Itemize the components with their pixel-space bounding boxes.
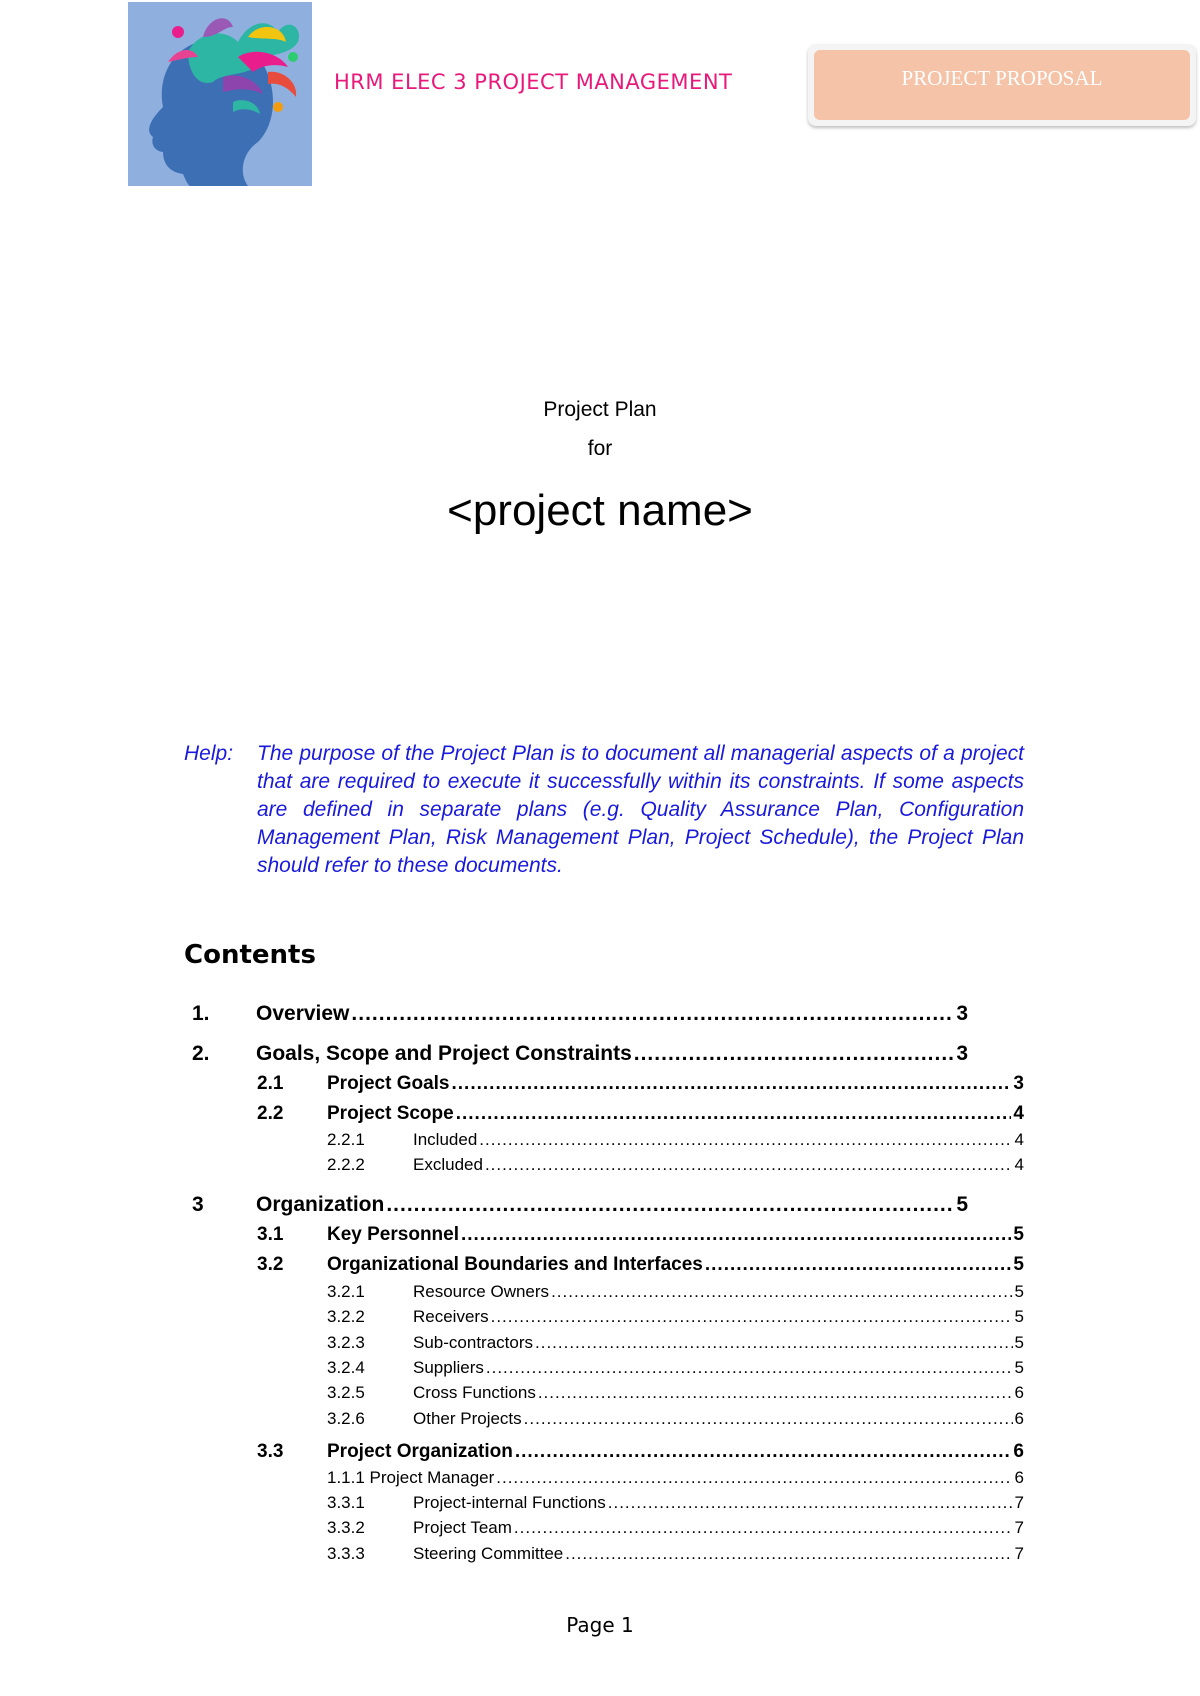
toc-entry[interactable] xyxy=(327,1358,1024,1378)
toc-entry-number: 3.2.6 xyxy=(327,1409,365,1428)
toc-entry-page: 5 xyxy=(1013,1254,1024,1275)
toc-entry[interactable] xyxy=(192,1042,968,1066)
project-name-title: <project name> xyxy=(447,486,753,535)
badge-label: PROJECT PROPOSAL xyxy=(901,66,1103,90)
toc-entry[interactable] xyxy=(257,1224,1024,1246)
logo-image xyxy=(128,2,312,186)
toc-dot-leader xyxy=(565,1544,1012,1564)
toc-dot-leader xyxy=(491,1307,1013,1327)
toc-entry[interactable] xyxy=(257,1073,1024,1095)
toc-entry[interactable] xyxy=(327,1155,1024,1175)
toc-entry-title: Suppliers xyxy=(413,1358,484,1377)
toc-dot-leader xyxy=(538,1383,1013,1403)
toc-dot-leader xyxy=(452,1073,1012,1095)
toc-dot-leader xyxy=(705,1254,1012,1276)
toc-entry-number: 3.1 xyxy=(257,1224,284,1245)
toc-entry-number: 3.2.3 xyxy=(327,1333,365,1352)
toc-entry-number: 3.2.2 xyxy=(327,1307,365,1326)
toc-entry-title: 1.1.1 Project Manager xyxy=(327,1468,495,1487)
toc-entry[interactable] xyxy=(327,1333,1024,1353)
toc-entry-number: 3 xyxy=(192,1193,204,1216)
toc-dot-leader xyxy=(479,1130,1012,1150)
toc-entry-title: Excluded xyxy=(413,1155,483,1174)
toc-entry[interactable] xyxy=(327,1493,1024,1513)
page-number: Page 1 xyxy=(566,1613,634,1637)
project-proposal-badge xyxy=(808,44,1196,126)
toc-entry-number: 3.2 xyxy=(257,1254,284,1275)
toc-entry[interactable] xyxy=(327,1130,1024,1150)
toc-entry-number: 3.2.5 xyxy=(327,1383,365,1402)
toc-entry-page: 5 xyxy=(1014,1282,1024,1301)
toc-entry[interactable] xyxy=(327,1409,1024,1429)
toc-dot-leader xyxy=(386,1193,954,1217)
cover-line-for: for xyxy=(587,437,613,460)
toc-entry-number: 3.3.1 xyxy=(327,1493,365,1512)
toc-entry-title: Project Scope xyxy=(327,1103,454,1124)
toc-entry-page: 4 xyxy=(1014,1155,1024,1174)
toc-dot-leader xyxy=(608,1493,1013,1513)
toc-entry[interactable] xyxy=(257,1254,1024,1276)
toc-entry-title: Project Organization xyxy=(327,1441,513,1462)
toc-entry-page: 7 xyxy=(1014,1518,1024,1537)
header-title: HRM ELEC 3 PROJECT MANAGEMENT xyxy=(334,70,733,94)
toc-dot-leader xyxy=(496,1468,1012,1488)
toc-entry-title: Receivers xyxy=(413,1307,489,1326)
toc-entry-page: 6 xyxy=(1014,1468,1024,1487)
toc-entry-title: Resource Owners xyxy=(413,1282,550,1301)
toc-entry-page: 6 xyxy=(1014,1383,1024,1402)
toc-entry-page: 7 xyxy=(1014,1544,1024,1563)
toc-entry-title: Goals, Scope and Project Constraints xyxy=(256,1042,632,1065)
toc-entry-page: 6 xyxy=(1014,1409,1024,1428)
badge-fill xyxy=(814,50,1190,120)
toc-entry-number: 2.2.1 xyxy=(327,1130,365,1149)
toc-entry-title: Organizational Boundaries and Interfaces xyxy=(327,1254,703,1275)
toc-entry[interactable] xyxy=(257,1441,1024,1463)
toc-entry[interactable] xyxy=(327,1544,1024,1564)
toc-entry-number: 2. xyxy=(192,1042,210,1065)
toc-entry-page: 3 xyxy=(1013,1073,1024,1094)
toc-dot-leader xyxy=(535,1333,1013,1353)
toc-entry-title: Organization xyxy=(256,1193,385,1216)
toc-entry[interactable] xyxy=(192,1193,968,1217)
toc-entry-page: 3 xyxy=(956,1002,968,1025)
toc-entry[interactable] xyxy=(327,1307,1024,1327)
toc-entry[interactable] xyxy=(257,1103,1024,1125)
toc-entry-number: 3.3 xyxy=(257,1441,284,1462)
toc-entry[interactable] xyxy=(192,1002,968,1026)
toc-entry-page: 6 xyxy=(1013,1441,1024,1462)
toc-entry-page: 5 xyxy=(1014,1333,1024,1352)
toc-entry[interactable] xyxy=(327,1468,1024,1488)
toc-entry-title: Other Projects xyxy=(413,1409,522,1428)
contents-heading: Contents xyxy=(184,940,316,970)
toc-entry-number: 2.2 xyxy=(257,1103,284,1124)
toc-entry-number: 2.1 xyxy=(257,1073,284,1094)
toc-entry-page: 4 xyxy=(1013,1103,1024,1124)
toc-entry-title: Project-internal Functions xyxy=(413,1493,606,1512)
toc-entry-page: 5 xyxy=(956,1193,968,1216)
help-text: The purpose of the Project Plan is to document all managerial aspects of a project that are required to execute it successfully within its constraints. If some aspects are defined in separate plans (e.g. Quality Assurance Plan, Configuration Management Plan, Risk Management Plan, Project Schedule), the Project Plan should refer to these documents. xyxy=(257,742,1024,877)
toc-entry-title: Sub-contractors xyxy=(413,1333,533,1352)
toc-dot-leader xyxy=(456,1103,1012,1125)
toc-entry-title: Included xyxy=(413,1130,478,1149)
toc-entry[interactable] xyxy=(327,1282,1024,1302)
toc-entry-number: 3.3.2 xyxy=(327,1518,365,1537)
toc-entry-title: Project Goals xyxy=(327,1073,450,1094)
toc-entry-number: 3.2.1 xyxy=(327,1282,365,1301)
toc-dot-leader xyxy=(515,1441,1012,1463)
toc-dot-leader xyxy=(514,1518,1013,1538)
toc-dot-leader xyxy=(351,1002,954,1026)
toc-entry[interactable] xyxy=(327,1383,1024,1403)
toc-dot-leader xyxy=(486,1358,1013,1378)
toc-entry-title: Project Team xyxy=(413,1518,512,1537)
toc-entry-page: 3 xyxy=(956,1042,968,1065)
toc-entry-page: 5 xyxy=(1013,1224,1024,1245)
toc-entry-title: Steering Committee xyxy=(413,1544,564,1563)
toc-entry-number: 1. xyxy=(192,1002,210,1025)
toc-entry-page: 4 xyxy=(1014,1130,1024,1149)
toc-dot-leader xyxy=(485,1155,1013,1175)
cover-line-project-plan: Project Plan xyxy=(543,398,657,421)
toc-dot-leader xyxy=(524,1409,1013,1429)
toc-entry-number: 2.2.2 xyxy=(327,1155,365,1174)
toc-entry-title: Cross Functions xyxy=(413,1383,536,1402)
toc-entry-title: Key Personnel xyxy=(327,1224,459,1245)
toc-entry-page: 5 xyxy=(1014,1307,1024,1326)
toc-entry[interactable] xyxy=(327,1518,1024,1538)
toc-dot-leader xyxy=(634,1042,955,1066)
help-label: Help: xyxy=(184,742,234,765)
toc-dot-leader xyxy=(461,1224,1011,1246)
toc-entry-page: 7 xyxy=(1014,1493,1024,1512)
toc-entry-page: 5 xyxy=(1014,1358,1024,1377)
toc-entry-number: 3.2.4 xyxy=(327,1358,365,1377)
toc-entry-title: Overview xyxy=(256,1002,350,1025)
toc-entry-number: 3.3.3 xyxy=(327,1544,365,1563)
toc-dot-leader xyxy=(551,1282,1012,1302)
